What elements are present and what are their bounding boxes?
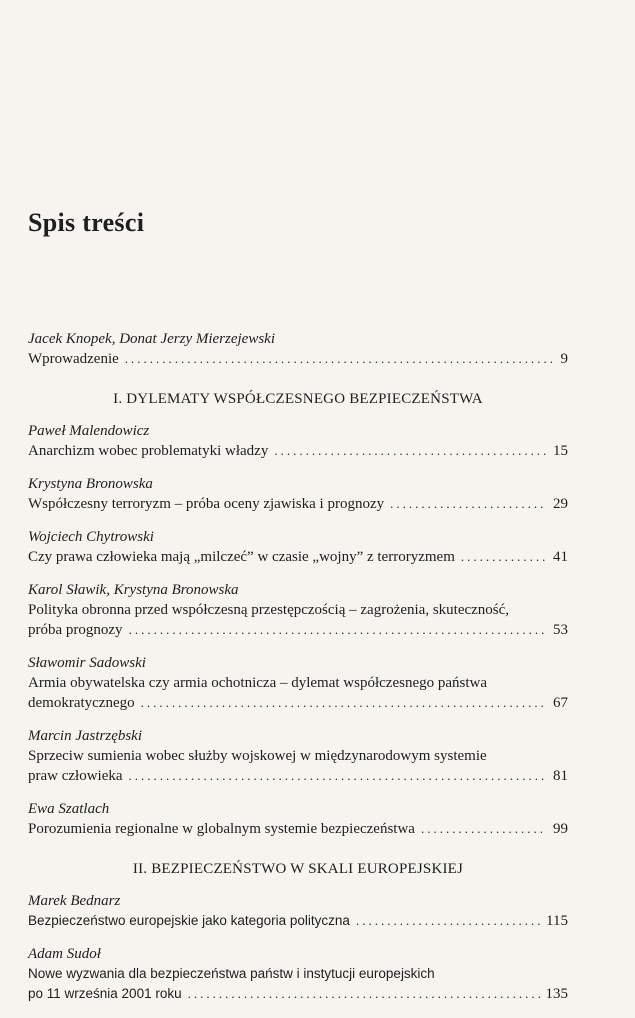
toc-entry: [28, 727, 568, 786]
entry-title-line: [28, 766, 568, 786]
entry-title: Czy prawa człowieka mają „milczeć” w czasie „wojny” z terroryzmem: [28, 549, 455, 565]
entry-title: praw człowieka: [28, 768, 123, 784]
entry-author: Karol Sławik, Krystyna Bronowska: [28, 582, 239, 598]
entry-title: po 11 września 2001 roku: [28, 986, 182, 1001]
entry-title-line: [28, 911, 568, 931]
entry-title-line: [28, 441, 568, 461]
entry-title: Wprowadzenie: [28, 351, 119, 367]
entry-page: 41: [553, 549, 568, 565]
toc-entry: [28, 330, 568, 369]
entry-author: Marcin Jastrzębski: [28, 728, 143, 744]
entry-page: 81: [553, 768, 568, 784]
entry-author: Ewa Szatlach: [28, 801, 110, 817]
entry-author: Adam Sudoł: [28, 946, 101, 962]
entry-author: Paweł Malendowicz: [28, 423, 150, 439]
section-entries: [28, 892, 568, 1004]
entry-title-line: [28, 819, 568, 839]
toc-entry: [28, 581, 568, 640]
toc-entry: [28, 800, 568, 839]
entry-author: Wojciech Chytrowski: [28, 529, 154, 545]
dot-leader: [421, 819, 547, 839]
entry-page: 53: [553, 622, 568, 638]
dot-leader: [129, 766, 547, 786]
table-of-contents: [28, 330, 568, 1018]
entry-title: Sprzeciw sumienia wobec służby wojskowej w międzynarodowym systemie: [28, 748, 487, 764]
entry-title: Armia obywatelska czy armia ochotnicza – dylemat współczesnego państwa: [28, 675, 488, 691]
toc-entry: [28, 892, 568, 931]
entry-title-line: [28, 693, 568, 713]
entry-page: 99: [553, 821, 568, 837]
entry-title: Anarchizm wobec problematyki władzy: [28, 443, 269, 459]
toc-entry: [28, 475, 568, 514]
toc-entry: [28, 945, 568, 1004]
entry-title-line: [28, 547, 568, 567]
toc-entry: [28, 528, 568, 567]
entry-page: 67: [553, 695, 568, 711]
entry-title: Bezpieczeństwo europejskie jako kategoria polityczna: [28, 913, 350, 928]
entry-author: Krystyna Bronowska: [28, 476, 153, 492]
dot-leader: [461, 547, 547, 567]
entry-page: 135: [545, 986, 568, 1002]
section-heading: I. DYLEMATY WSPÓŁCZESNEGO BEZPIECZEŃSTWA: [113, 391, 483, 407]
entry-page: 9: [560, 351, 568, 367]
entry-title: demokratycznego: [28, 695, 135, 711]
entry-page: 29: [553, 496, 568, 512]
entry-page: 115: [546, 913, 568, 929]
dot-leader: [390, 494, 547, 514]
entry-title-line: [28, 349, 568, 369]
dot-leader: [188, 984, 540, 1004]
entry-title-line: [28, 494, 568, 514]
entry-title: Porozumienia regionalne w globalnym systemie bezpieczeństwa: [28, 821, 415, 837]
entry-title: Współczesny terroryzm – próba oceny zjawiska i prognozy: [28, 496, 385, 512]
section-entries: [28, 422, 568, 839]
dot-leader: [129, 620, 547, 640]
entry-author: Sławomir Sadowski: [28, 655, 146, 671]
entry-author: Jacek Knopek, Donat Jerzy Mierzejewski: [28, 331, 275, 347]
toc-entry: [28, 654, 568, 713]
dot-leader: [125, 349, 555, 369]
toc-entry: [28, 422, 568, 461]
entry-title: Polityka obronna przed współczesną przestępczością – zagrożenia, skuteczność,: [28, 602, 510, 618]
section-heading: II. BEZPIECZEŃSTWO W SKALI EUROPEJSKIEJ: [132, 861, 464, 877]
entry-title: Nowe wyzwania dla bezpieczeństwa państw i instytucji europejskich: [28, 966, 435, 981]
entry-title-line: [28, 984, 568, 1004]
entry-title-line: [28, 620, 568, 640]
dot-leader: [274, 441, 547, 461]
page-title: Spis treści: [28, 208, 145, 237]
entry-title: próba prognozy: [28, 622, 123, 638]
dot-leader: [356, 911, 540, 931]
sections-container: [28, 391, 568, 1004]
entry-page: 15: [553, 443, 568, 459]
entry-author: Marek Bednarz: [28, 893, 121, 909]
dot-leader: [141, 693, 547, 713]
